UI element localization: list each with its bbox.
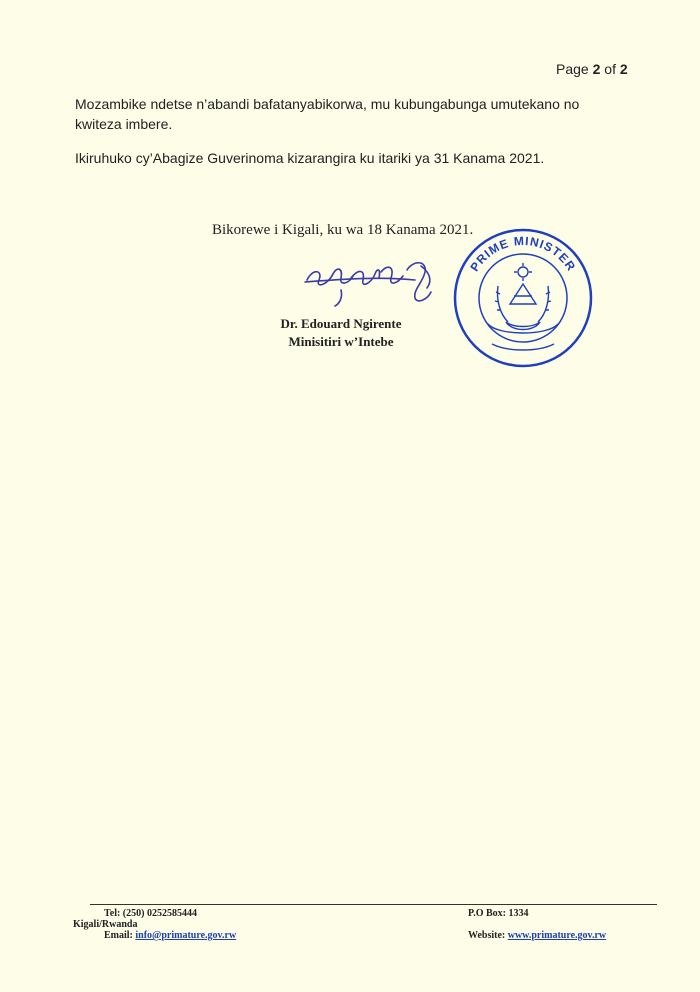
footer-website-link[interactable]: www.primature.gov.rw [507, 930, 607, 941]
page-label: Page [556, 61, 589, 77]
signatory-name: Dr. Edouard Ngirente [280, 316, 402, 331]
footer-email-label: Email: [104, 930, 133, 941]
page-total: 2 [619, 61, 628, 77]
footer-email [104, 930, 236, 941]
official-seal [448, 224, 598, 372]
footer-website [468, 930, 606, 941]
handwritten-signature [303, 250, 443, 310]
footer-email-link[interactable]: info@primature.gov.rw [135, 930, 237, 941]
footer-pobox: P.O Box: 1334 [468, 908, 529, 919]
footer-divider [90, 904, 657, 905]
footer-city: Kigali/Rwanda [73, 919, 138, 930]
body-paragraph-2: Ikiruhuko cy’Abagize Guverinoma kizarangira ku itariki ya 31 Kanama 2021. [75, 150, 545, 166]
footer-tel: Tel: (250) 0252585444 [104, 908, 197, 919]
signatory-title: Minisitiri w’Intebe [288, 334, 394, 349]
footer-website-label: Website: [468, 930, 506, 941]
place-date: Bikorewe i Kigali, ku wa 18 Kanama 2021. [212, 222, 474, 238]
svg-text:PRIME MINISTER: PRIME MINISTER [467, 233, 579, 274]
page-of: of [604, 61, 616, 77]
page-number [556, 61, 628, 77]
body-paragraph-1: Mozambike ndetse n’abandi bafatanyabikorwa, mu kubungabunga umutekano no kwiteza imbere. [75, 96, 580, 132]
page-current: 2 [592, 61, 601, 77]
